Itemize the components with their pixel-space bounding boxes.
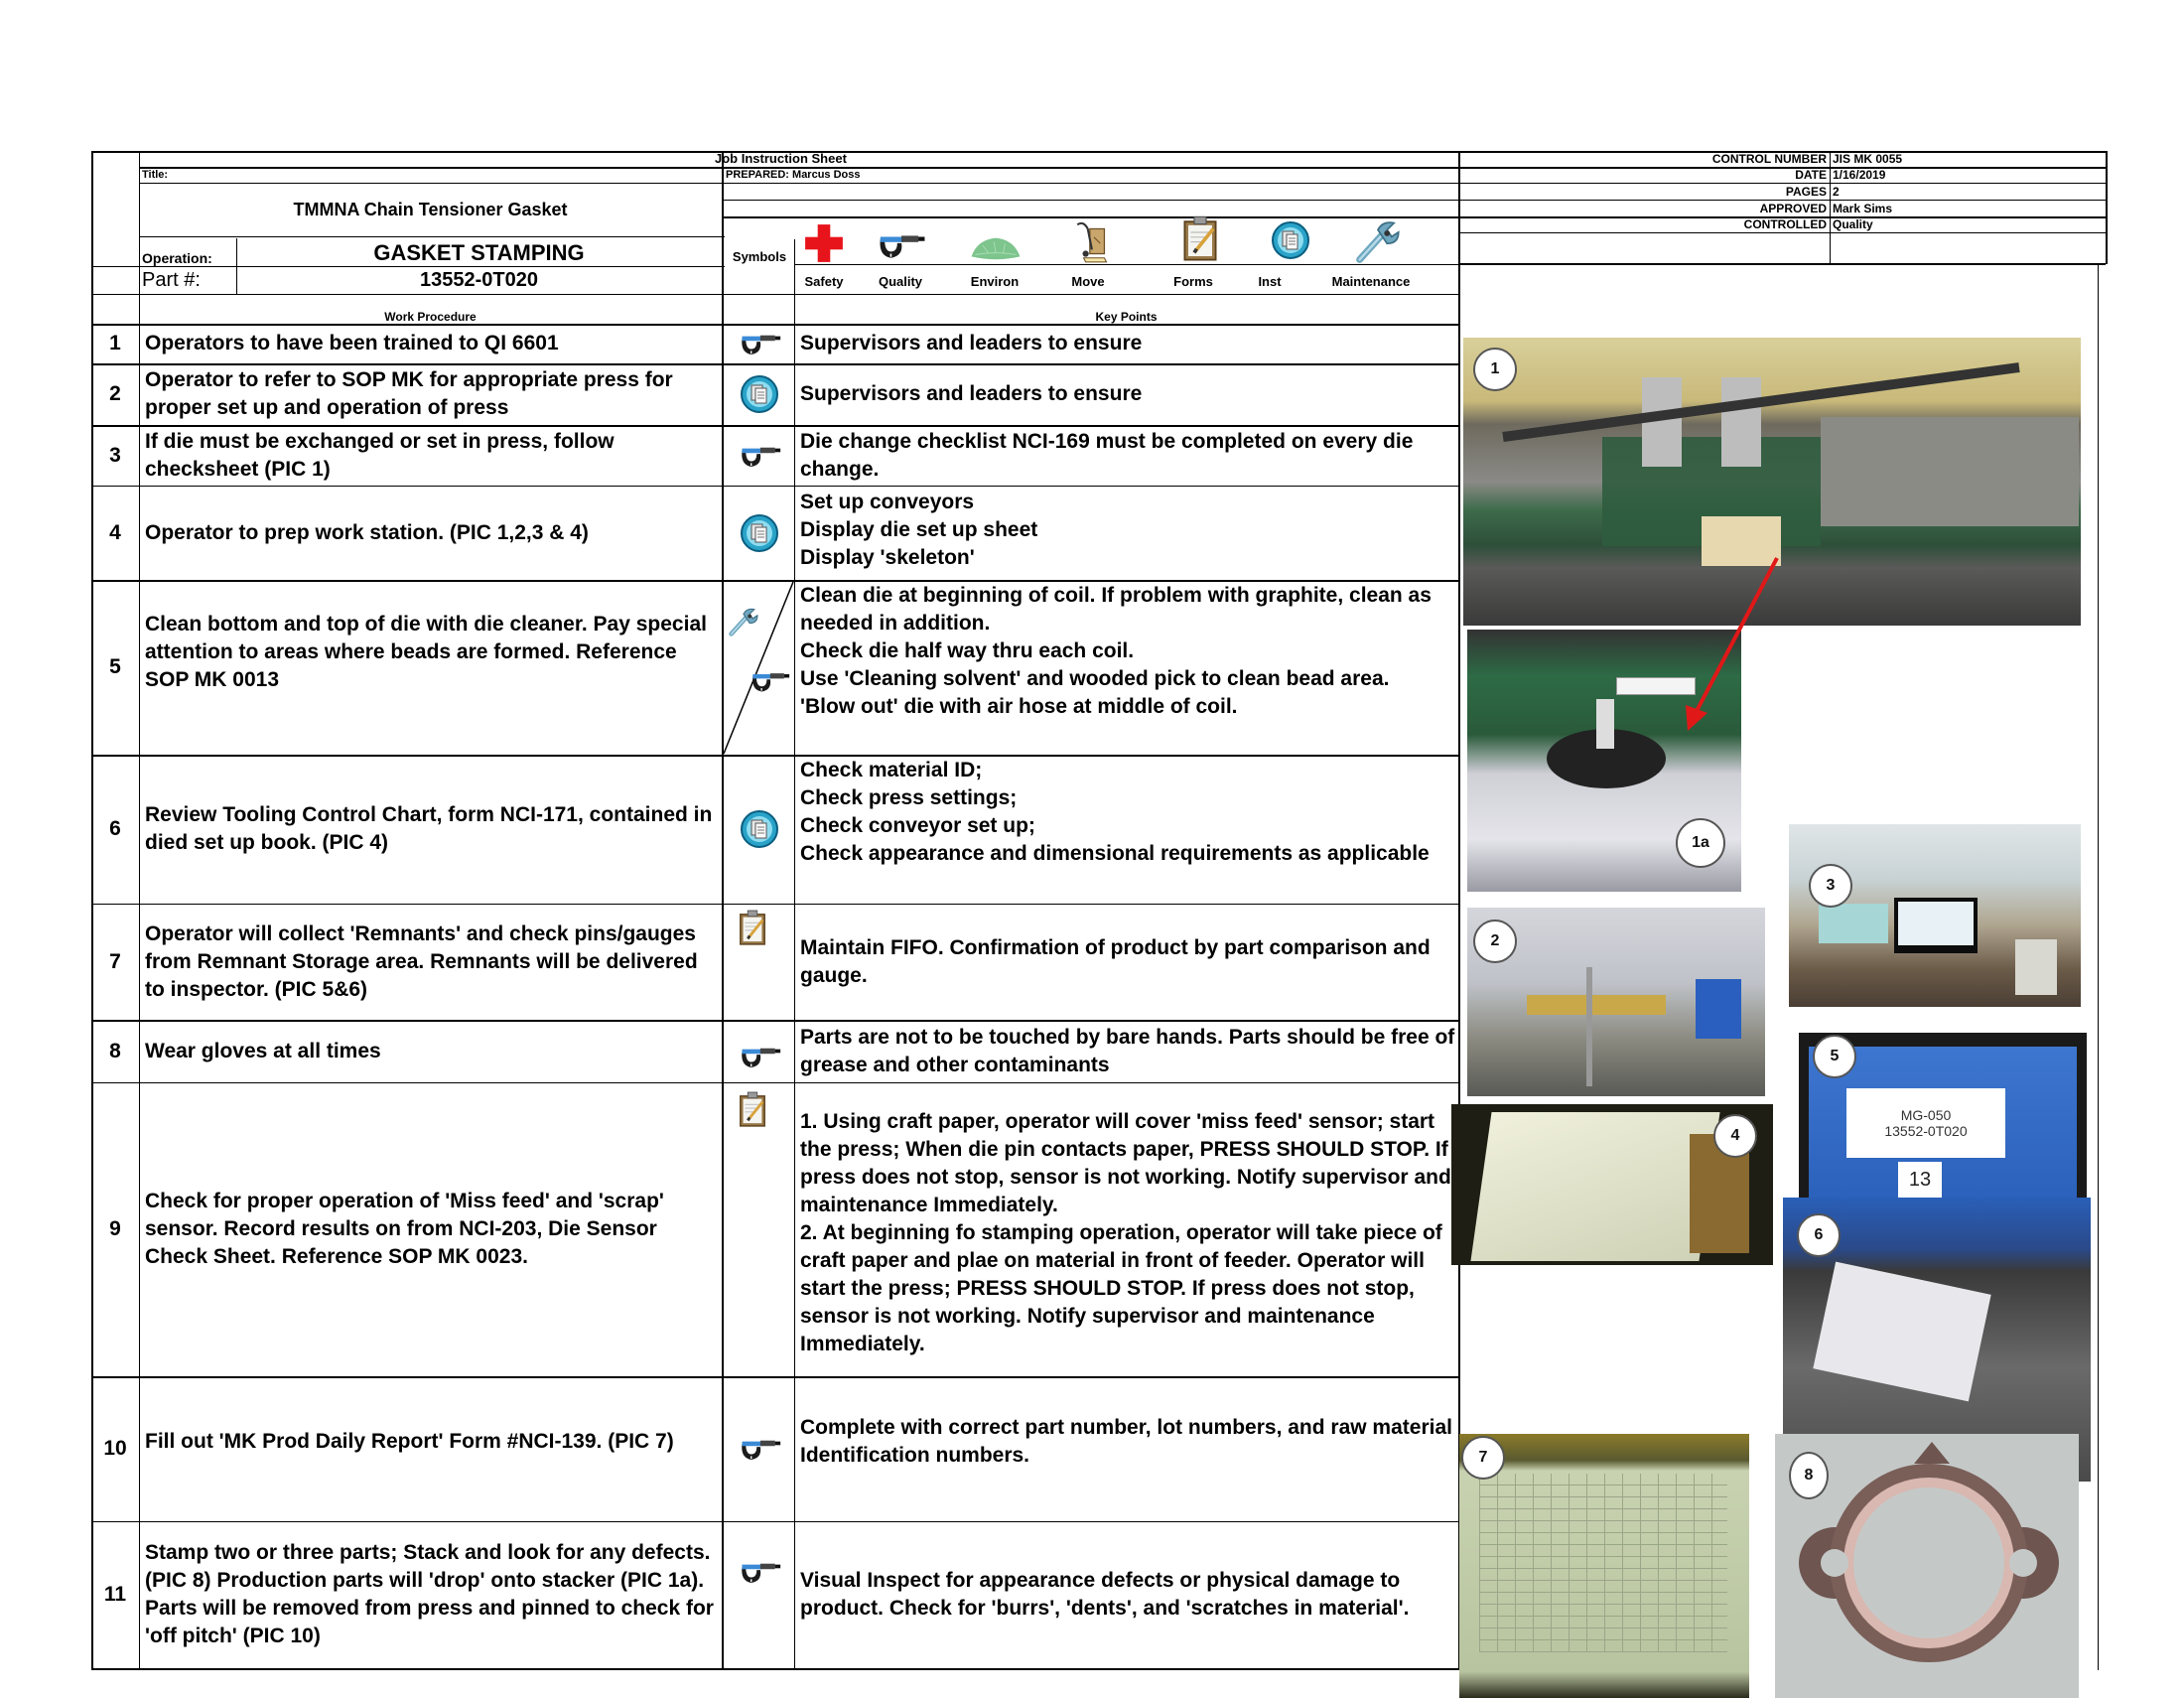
key-point-line: 1. Using craft paper, operator will cover 'miss feed' sensor; start the press; When die pin contacts paper, PRESS SHOULD STOP. If press does not stop, sensor is not working. Notify supervisor and maintenance Immediately.: [800, 1110, 1451, 1216]
sym-col-border: [794, 239, 795, 1670]
prepared-by: PREPARED: Marcus Doss: [726, 169, 861, 181]
photo-badge: 5: [1813, 1035, 1856, 1078]
maintenance-symbol-icon: [727, 604, 760, 639]
legend-inst: Inst: [1258, 274, 1282, 289]
step-number: 8: [109, 1039, 121, 1062]
step-procedure: If die must be exchanged or set in press, follow checksheet (PIC 1): [145, 429, 614, 481]
move-icon: [1072, 218, 1116, 264]
key-point-line: Check appearance and dimensional requirements as applicable: [800, 842, 1430, 865]
bin-label: [1846, 1088, 2005, 1158]
step-key-points: Complete with correct part number, lot numbers, and raw material Identification numbers.: [800, 1416, 1452, 1467]
controlled-label: CONTROLLED: [1743, 217, 1827, 231]
photo-badge: 6: [1797, 1213, 1841, 1257]
controlled-value: Quality: [1833, 217, 1873, 231]
step-key-points: [796, 1108, 1458, 1376]
inst-symbol-icon: [724, 363, 794, 425]
photo-panel-right-border: [2098, 264, 2099, 1670]
step-number: 6: [109, 817, 121, 840]
quality-symbol-icon: [724, 425, 794, 486]
forms-symbol-icon: [737, 1088, 768, 1130]
step-number: 5: [109, 655, 121, 678]
key-point-line: Clean die at beginning of coil. If problem with graphite, clean as needed in addition.: [800, 584, 1432, 635]
part-value: 13552-0T020: [420, 268, 538, 291]
title-label: Title:: [142, 169, 169, 181]
step-number: 4: [109, 520, 121, 544]
photo-computer-station: [1789, 824, 2081, 1007]
quality-icon: [874, 228, 927, 262]
step-number: 1: [109, 332, 121, 354]
operation-value: GASKET STAMPING: [373, 240, 585, 265]
row-line: [794, 264, 1459, 265]
key-point-line: Set up conveyors: [800, 491, 975, 513]
key-point-line: Check press settings;: [800, 786, 1018, 809]
inst-icon: [1271, 220, 1310, 260]
step-number: 2: [109, 382, 121, 405]
photo-badge: 3: [1809, 864, 1852, 908]
step-number: 11: [103, 1583, 127, 1606]
step-procedure: Stamp two or three parts; Stack and look for any defects. (PIC 8) Production parts will 'drop' onto stacker (PIC 1a). Parts will be removed from press and pinned to check for 'off pitch' (PIC 10): [145, 1541, 714, 1647]
bin-label-line: MG-050: [1900, 1107, 1952, 1123]
step-key-points: Visual Inspect for appearance defects or physical damage to product. Check for 'burrs', 'dents', and 'scratches in material'.: [800, 1569, 1410, 1620]
step-key-points: Maintain FIFO. Confirmation of product by part comparison and gauge.: [800, 935, 1431, 987]
photo-work-station: [1467, 908, 1765, 1096]
bin-number: 13: [1898, 1162, 1942, 1198]
key-points-header: Key Points: [1095, 310, 1158, 324]
photo-badge: 1a: [1676, 818, 1725, 868]
step-procedure: Operators to have been trained to QI 6601: [145, 332, 559, 354]
photo-set-up-book: [1451, 1104, 1773, 1265]
photo-badge: 2: [1473, 920, 1517, 963]
legend-maintenance: Maintenance: [1331, 274, 1411, 289]
step-number: 10: [103, 1437, 127, 1460]
photo-badge: 4: [1713, 1114, 1757, 1158]
step-key-points: Supervisors and leaders to ensure: [800, 332, 1143, 354]
quality-symbol-icon: [747, 667, 792, 695]
title-value: TMMNA Chain Tensioner Gasket: [293, 200, 568, 219]
step-key-points: [796, 489, 1458, 580]
approved-label: APPROVED: [1759, 202, 1827, 215]
key-point-line: Display die set up sheet: [800, 518, 1038, 541]
key-point-line: 2. At beginning fo stamping operation, operator will take piece of craft paper and plae on material in front of feeder. Operator will start the press; PRESS SHOULD STOP. If press does not stop, sensor is not working. Notify supervisor and maintenance Immediately.: [800, 1221, 1442, 1355]
red-arrow: [1678, 556, 1797, 735]
key-point-line: Check material ID;: [800, 759, 983, 781]
step-number: 7: [109, 949, 121, 973]
step-procedure: Check for proper operation of 'Miss feed' and 'scrap' sensor. Record results on from NCI-203, Die Sensor Check Sheet. Reference SOP MK 0023.: [145, 1190, 664, 1268]
step-procedure: Operator will collect 'Remnants' and check pins/gauges from Remnant Storage area. Remnants will be delivered to inspector. (PIC 5&6): [145, 921, 698, 1001]
step-procedure: Operator to prep work station. (PIC 1,2,3 & 4): [145, 520, 589, 544]
quality-symbol-icon: [724, 1376, 794, 1521]
inst-symbol-icon: [724, 486, 794, 580]
forms-icon: [1179, 214, 1221, 262]
step-key-points: [796, 582, 1458, 755]
date-label: DATE: [1795, 168, 1827, 182]
step-key-points: Parts are not to be touched by bare hands. Parts should be free of grease and other contaminants: [800, 1025, 1455, 1076]
quality-symbol-icon: [724, 324, 794, 363]
date-value: 1/16/2019: [1833, 168, 1886, 182]
key-point-line: Display 'skeleton': [800, 546, 975, 569]
table-bottom-border: [91, 1668, 1459, 1670]
operation-label: Operation:: [142, 250, 212, 266]
key-point-line: Check conveyor set up;: [800, 814, 1035, 837]
sheet-title: Job Instruction Sheet: [715, 151, 847, 166]
num-col-border: [139, 151, 140, 1670]
legend-forms: Forms: [1173, 274, 1213, 289]
key-point-line: 'Blow out' die with air hose at middle of coil.: [800, 695, 1238, 718]
step-procedure: Operator to refer to SOP MK for appropriate press for proper set up and operation of press: [145, 368, 673, 419]
legend-move: Move: [1071, 274, 1105, 289]
legend-safety: Safety: [804, 274, 844, 289]
inst-symbol-icon: [724, 755, 794, 904]
safety-icon: [802, 222, 846, 264]
row-line: [1458, 263, 2106, 265]
photo-gasket: [1775, 1434, 2079, 1698]
approved-value: Mark Sims: [1833, 202, 1893, 215]
part-label: Part #:: [142, 268, 201, 291]
photo-badge: 7: [1461, 1436, 1505, 1480]
work-procedure-header: Work Procedure: [384, 310, 477, 324]
step-key-points: [796, 757, 1458, 904]
photo-badge: 1: [1473, 348, 1517, 391]
quality-symbol-icon: [724, 1020, 794, 1082]
step-key-points: Die change checklist NCI-169 must be completed on every die change.: [800, 429, 1414, 481]
quality-symbol-icon: [724, 1521, 794, 1668]
step-procedure: Review Tooling Control Chart, form NCI-171, contained in died set up book. (PIC 4): [145, 803, 713, 854]
step-procedure: Fill out 'MK Prod Daily Report' Form #NCI-139. (PIC 7): [145, 1430, 674, 1453]
key-point-line: Use 'Cleaning solvent' and wooded pick to clean bead area.: [800, 667, 1390, 690]
legend-environ: Environ: [970, 274, 1020, 289]
step-number: 9: [109, 1217, 121, 1240]
control-number-label: CONTROL NUMBER: [1711, 152, 1827, 166]
step-procedure: Clean bottom and top of die with die cleaner. Pay special attention to areas where beads are formed. Reference SOP MK 0013: [145, 613, 707, 691]
row-line: [1458, 232, 2106, 233]
step-key-points: Supervisors and leaders to ensure: [800, 382, 1143, 405]
environ-icon: [963, 232, 1028, 262]
key-point-line: Check die half way thru each coil.: [800, 639, 1135, 662]
maintenance-icon: [1352, 218, 1404, 264]
step-procedure: Wear gloves at all times: [145, 1039, 381, 1062]
control-number-value: JIS MK 0055: [1833, 152, 1903, 166]
step-number: 3: [109, 443, 121, 467]
bin-label-line: 13552-0T020: [1884, 1123, 1968, 1139]
photo-daily-report: [1459, 1434, 1749, 1698]
photo-badge: 8: [1789, 1452, 1829, 1499]
symbols-label: Symbols: [732, 248, 787, 264]
legend-quality: Quality: [878, 274, 923, 289]
pages-label: PAGES: [1785, 185, 1827, 199]
pages-value: 2: [1833, 185, 1840, 199]
forms-symbol-icon: [737, 908, 768, 947]
